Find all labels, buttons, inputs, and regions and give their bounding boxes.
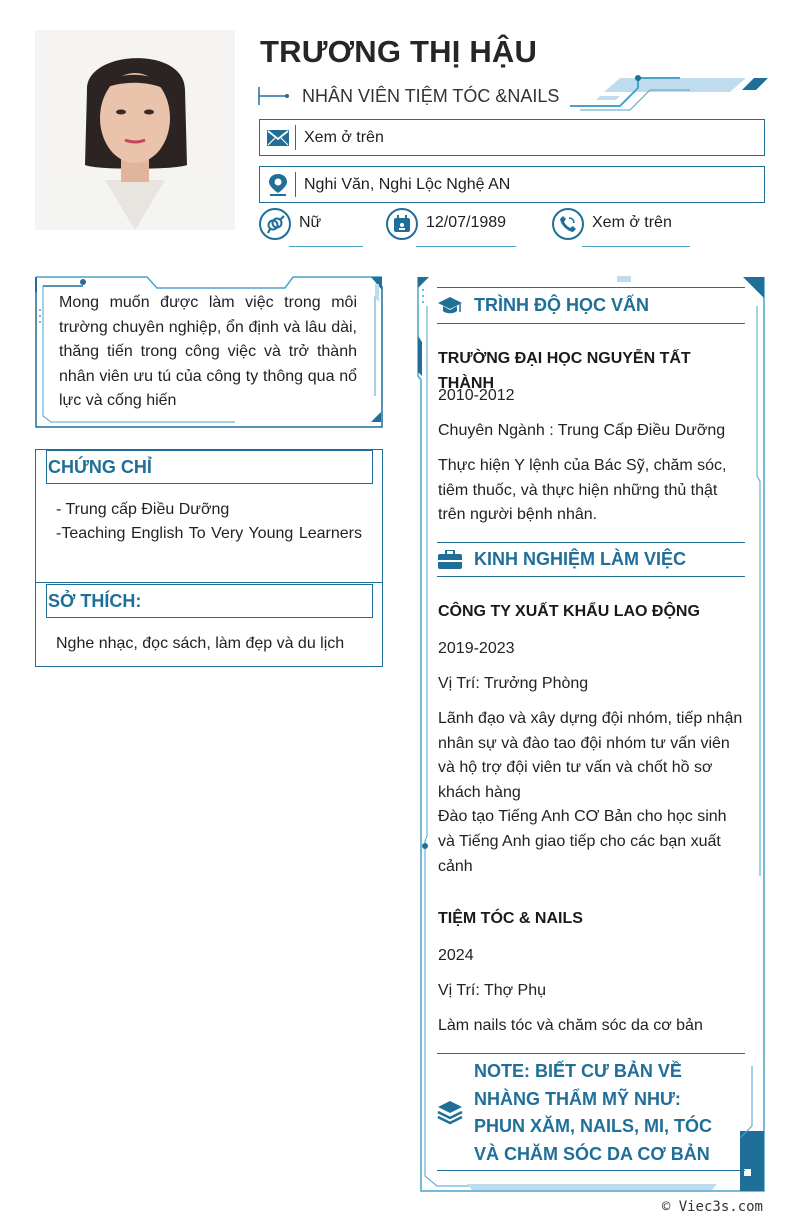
certificates-section [35,449,383,583]
experience-heading: KINH NGHIỆM LÀM VIỆC [474,549,687,569]
job-description: Lãnh đạo và xây dựng đội nhóm, tiếp nhận nhân sự và đào tao đội nhóm tư vấn viên và hộ trợ đội viên tư vấn và chốt hồ sơ khách hàng Đào tạo Tiếng Anh CƠ Bản cho học sinh và Tiếng Anh giao tiếp cho các bạn xuất cảnh [438,710,743,875]
hobbies-section [35,582,383,667]
calendar-icon [386,208,418,240]
email-value: Xem ở trên [304,128,384,146]
job-position: Vị Trí: Thợ Phụ [438,982,547,999]
profile-photo [35,30,235,230]
objective-text: Mong muốn được làm việc trong môi trường chuyên nghiệp, ổn định và lâu dài, thăng tiến trong công việc và trở thành nhân viên ưu tú của công ty thông qua nổ lực và cống hiến [59,294,357,410]
birthday-value: 12/07/1989 [426,214,507,231]
candidate-name: TRƯƠNG THỊ HẬU [260,34,538,69]
education-description: Thực hiện Y lệnh của Bác Sỹ, chăm sóc, tiêm thuốc, và thực hiện những thủ thật trên người bệnh nhân. [438,457,727,524]
job-company: TIỆM TÓC & NAILS [438,910,583,927]
job-title-row [258,84,559,108]
career-objective [35,276,383,428]
certificate-item: - Trung cấp Điều Dưỡng [56,501,230,518]
map-pin-icon [260,172,296,197]
graduation-cap-icon [437,296,463,316]
address-value: Nghi Văn, Nghi Lộc Nghệ AN [304,175,511,193]
hobbies-text: Nghe nhạc, đọc sách, làm đẹp và du lịch [56,635,345,652]
gender-item [259,208,369,252]
job-period: 2024 [438,947,474,964]
layers-icon [437,1099,463,1130]
gender-icon [259,208,291,240]
gender-value: Nữ [299,214,322,231]
job-description: Làm nails tóc và chăm sóc da cơ bản [438,1017,703,1034]
note-text: NOTE: BIẾT CƯ BẢN VỀ NHÀNG THẨM MỸ NHƯ: PHUN XĂM, NAILS, MI, TÓC VÀ CHĂM SÓC DA CƠ BẢN [474,1061,712,1164]
education-period: 2010-2012 [438,387,515,404]
job-title: NHÂN VIÊN TIỆM TÓC &NAILS [302,85,560,106]
job-position: Vị Trí: Trưởng Phòng [438,675,589,692]
certificates-heading: CHỨNG CHỈ [46,450,373,484]
copyright: © Viec3s.com [661,1199,763,1215]
education-school: TRƯỜNG ĐẠI HỌC NGUYỄN TẤT THÀNH [438,350,691,392]
email-box [259,119,765,156]
phone-value: Xem ở trên [592,214,672,231]
title-line-decoration [258,84,290,108]
address-box [259,166,765,203]
certificate-item: -Teaching English To Very Young Learners [56,525,362,542]
hobbies-heading: SỞ THÍCH: [46,584,373,618]
education-heading-bar [437,287,745,324]
note-box [437,1053,745,1171]
phone-icon [552,208,584,240]
header-decoration [560,70,772,114]
envelope-icon [260,125,296,150]
job-company: CÔNG TY XUẤT KHẨU LAO ĐỘNG [438,603,700,620]
birthday-item [386,208,521,252]
briefcase-icon [437,550,463,570]
education-heading: TRÌNH ĐỘ HỌC VẤN [474,295,649,315]
phone-item [552,208,692,252]
job-period: 2019-2023 [438,640,515,657]
experience-heading-bar [437,542,745,577]
education-major: Chuyên Ngành : Trung Cấp Điều Dưỡng [438,422,726,439]
